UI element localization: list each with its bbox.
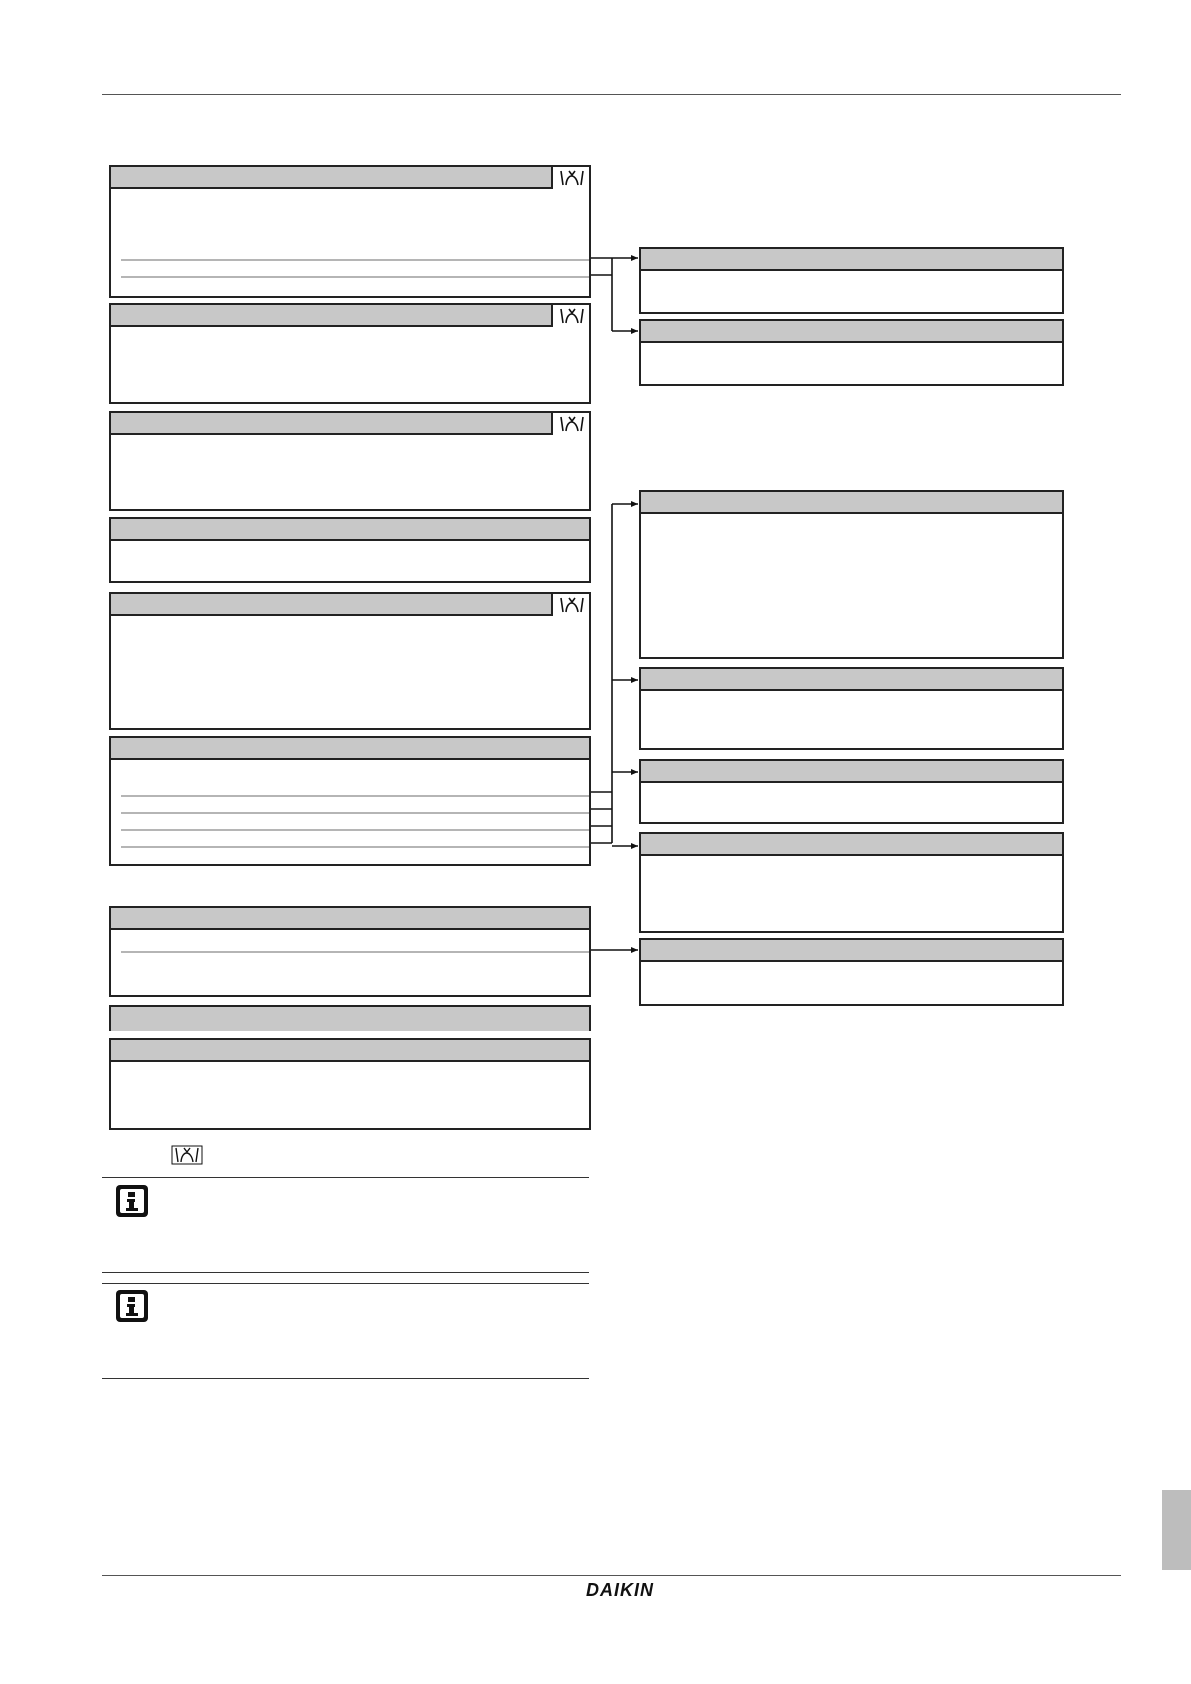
submenu-box-2-header — [641, 321, 1062, 343]
submenu-box-7-header — [641, 940, 1062, 962]
submenu-box-5 — [639, 759, 1064, 824]
submenu-box-2 — [639, 319, 1064, 386]
menu-row[interactable] — [121, 276, 589, 278]
submenu-box-3 — [639, 490, 1064, 659]
info-rule — [102, 1283, 589, 1284]
info-rule — [102, 1378, 589, 1379]
daikin-logo — [560, 1579, 680, 1601]
submenu-box-6 — [639, 832, 1064, 933]
menu-box-6-header — [111, 738, 589, 760]
submenu-box-1 — [639, 247, 1064, 314]
menu-box-1-header — [111, 167, 589, 189]
menu-row[interactable] — [121, 812, 589, 814]
logo-text: DAIKIN — [586, 1580, 654, 1600]
menu-box-7-header — [111, 908, 589, 930]
menu-box-1 — [109, 165, 591, 298]
submenu-box-7 — [639, 938, 1064, 1006]
info-icon — [114, 1288, 150, 1324]
menu-box-2-header — [111, 305, 589, 327]
menu-row[interactable] — [121, 795, 589, 797]
manual-adjustment-icon — [551, 413, 589, 435]
menu-box-6 — [109, 736, 591, 866]
submenu-box-6-header — [641, 834, 1062, 856]
menu-box-8 — [109, 1005, 591, 1031]
menu-box-5 — [109, 592, 591, 730]
menu-row[interactable] — [121, 259, 589, 261]
menu-box-8-header — [111, 1007, 589, 1031]
submenu-box-3-header — [641, 492, 1062, 514]
side-tab-badge — [1162, 1490, 1191, 1570]
menu-box-7 — [109, 906, 591, 997]
menu-box-9-header — [111, 1040, 589, 1062]
menu-box-5-header — [111, 594, 589, 616]
submenu-box-4-header — [641, 669, 1062, 691]
manual-adjustment-icon — [551, 594, 589, 616]
info-icon — [114, 1183, 150, 1219]
menu-row[interactable] — [121, 951, 589, 953]
manual-adjustment-icon — [551, 305, 589, 327]
manual-adjustment-icon — [171, 1145, 203, 1165]
menu-box-3 — [109, 411, 591, 511]
menu-box-3-header — [111, 413, 589, 435]
menu-box-4 — [109, 517, 591, 583]
menu-row[interactable] — [121, 829, 589, 831]
menu-box-9 — [109, 1038, 591, 1130]
menu-box-2 — [109, 303, 591, 404]
menu-box-4-header — [111, 519, 589, 541]
menu-row[interactable] — [121, 846, 589, 848]
info-rule — [102, 1177, 589, 1178]
info-rule — [102, 1272, 589, 1273]
submenu-box-5-header — [641, 761, 1062, 783]
submenu-box-4 — [639, 667, 1064, 750]
manual-adjustment-icon — [551, 167, 589, 189]
submenu-box-1-header — [641, 249, 1062, 271]
